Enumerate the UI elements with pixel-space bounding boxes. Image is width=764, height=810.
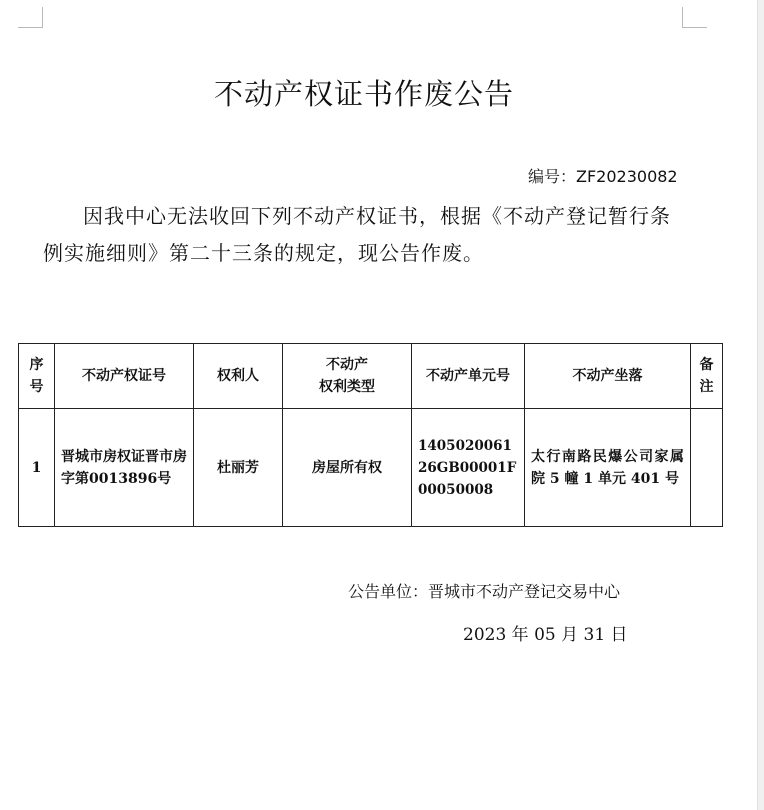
document-number: 编号：ZF20230082 xyxy=(528,167,678,186)
header-seq: 序 号 xyxy=(19,344,55,409)
table-row xyxy=(19,409,723,527)
issuer-line: 公告单位：晋城市不动产登记交易中心 xyxy=(348,582,621,601)
header-right-type: 不动产 权利类型 xyxy=(283,344,412,409)
cell-right-type: 房屋所有权 xyxy=(283,409,412,527)
cell-holder: 杜丽芳 xyxy=(194,409,283,527)
cell-cert-no: 晋城市房权证晋市房字第0013896号 xyxy=(55,409,194,527)
cell-location: 太行南路民爆公司家属院 5 幢 1 单元 401 号 xyxy=(525,409,691,527)
notice-body: 因我中心无法收回下列不动产权证书，根据《不动产登记暂行条例实施细则》第二十三条的规定，现公告作废。 xyxy=(43,204,671,265)
header-unit-no: 不动产单元号 xyxy=(412,344,525,409)
table-header-row xyxy=(19,344,723,409)
cell-unit-no: 140502006126GB00001F00050008 xyxy=(412,409,525,527)
header-remark: 备 注 xyxy=(691,344,723,409)
crop-mark-top-right xyxy=(682,7,707,28)
records-table xyxy=(18,343,723,527)
document-title: 不动产权证书作废公告 xyxy=(213,77,514,111)
header-holder: 权利人 xyxy=(194,344,283,409)
header-location: 不动产坐落 xyxy=(525,344,691,409)
cell-seq: 1 xyxy=(19,409,55,527)
issue-date: 2023 年 05 月 31 日 xyxy=(463,625,628,645)
cell-remark xyxy=(691,409,723,527)
page-edge xyxy=(757,0,764,810)
header-cert-no: 不动产权证号 xyxy=(55,344,194,409)
crop-mark-top-left xyxy=(18,7,43,28)
